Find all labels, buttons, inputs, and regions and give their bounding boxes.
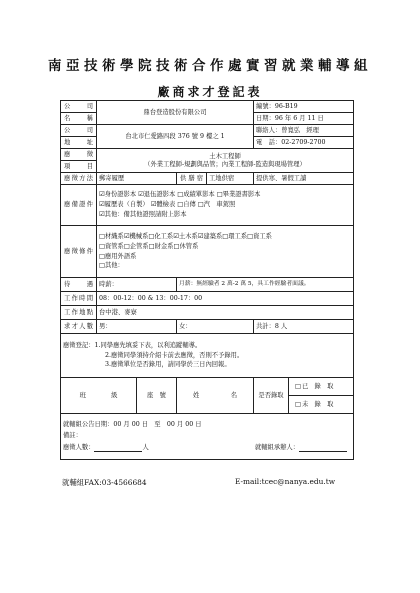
company-label-2: 名 稱 (61, 113, 97, 125)
company-name: 鼎台登造股份有限公司 (97, 101, 254, 125)
headcount-total: 共計：8 人 (254, 320, 354, 334)
hired-yes-option[interactable] (289, 378, 354, 396)
company-label: 公 司 (61, 101, 97, 113)
contact-person: 聯絡人：曾寬弘 經理 (254, 125, 354, 137)
registration-note-1: 應徵登記：1.同學應先填妥下表，以利追蹤輔導。 (63, 341, 202, 349)
salary-label: 待 遇 (61, 278, 97, 292)
form-code: 編號：96-B19 (254, 101, 354, 113)
registration-form-table (60, 100, 354, 460)
requirements-line-4: □其他： (99, 262, 124, 270)
headcount-label: 求才人數 (61, 320, 97, 334)
footer-fax: 就輔組FAX:03-4566684 (62, 478, 147, 487)
notice-block (61, 414, 354, 460)
requirements-list (97, 226, 354, 278)
address-label: 公 司 (61, 125, 97, 137)
document-title: 南亞技術學院技術合作處實習就業輔導組 (48, 58, 372, 74)
headcount-male: 男： (97, 320, 177, 334)
applicant-count-label: 應徵人數： (63, 444, 95, 452)
hired-no-label: 未 錄 取 (301, 400, 334, 408)
documents-line-1: ☑身份證影本 ☑退伍證影本 □成績單影本 □畢業證書影本 (99, 191, 261, 199)
hours-label: 工作時間 (61, 292, 97, 306)
method-value: 郵寄履歷 (97, 173, 177, 185)
hired-no-option[interactable] (289, 396, 354, 414)
position-label: 應 徵 (61, 149, 97, 161)
location-value: 台中港、麥寮 (97, 306, 354, 320)
requirements-line-2: □資管系□企管系□財金系□休管系 (99, 242, 199, 250)
registration-notes (61, 334, 354, 378)
staff-contact-blank[interactable] (299, 445, 347, 452)
staff-contact (255, 444, 351, 452)
method-label: 應徵方法 (61, 173, 97, 185)
documents-label: 應備證件 (61, 185, 97, 226)
registration-note-2: 2.應徵同學須持介紹卡前去應徵，否則不予錄用。 (105, 351, 244, 359)
position-value (97, 149, 354, 173)
documents-line-3: ☑其他：備其他證照請附上影本 (99, 210, 187, 218)
headcount-female: 女： (177, 320, 254, 334)
position-detail: （外業工程師-規劃與品管；內業工程師-監造與現場管理） (144, 160, 306, 168)
applicant-hired-header: 是否錄取 (254, 378, 289, 414)
footer-email: E-mail:tcec@nanya.edu.tw (235, 477, 336, 486)
company-address: 台北市仁愛路四段 376 號 9 樓之 1 (97, 125, 254, 149)
checkbox-icon: □ (295, 382, 301, 390)
salary-hourly: 時薪： (97, 278, 177, 292)
documents-list (97, 185, 354, 226)
applicant-name-header: 姓 名 (177, 378, 254, 414)
contact-phone: 電 話：02-2709-2700 (254, 137, 354, 149)
salary-monthly: 月薪：無經驗者 2 萬-2 萬 5，具工作經驗者面議。 (177, 278, 354, 292)
applicant-count-blank[interactable] (94, 445, 142, 452)
hired-yes-label: 已 錄 取 (301, 382, 334, 390)
staff-contact-label: 就輔組承辦人： (254, 444, 300, 452)
hours-value: 08：00-12：00 & 13：00-17：00 (97, 292, 354, 306)
applicant-count (63, 444, 149, 452)
document-subtitle: 廠商求才登記表 (157, 85, 263, 99)
registration-note-3: 3.應徵單位是否錄用，請同學於三日內回報。 (105, 361, 231, 369)
applicant-class-header: 班 級 (61, 378, 137, 414)
requirements-label: 應徵條件 (61, 226, 97, 278)
housing-value: 工地供宿 (207, 173, 254, 185)
position-label-2: 項 目 (61, 161, 97, 173)
position-title: 土木工程師 (209, 152, 241, 160)
notice-remark: 備註： (63, 431, 82, 439)
housing-label: 供 膳 宿 (177, 173, 207, 185)
notice-date-range: 就輔組公告日期：00 月 00 日 至 00 月 00 日 (63, 420, 202, 428)
checkbox-icon: □ (295, 400, 301, 408)
documents-line-2: ☑履歷表（自製） ☑體檢表 □自傳 □汽 車駕照 (99, 201, 236, 209)
location-label: 工作地點 (61, 306, 97, 320)
form-date: 日期：96 年 6 月 11 日 (254, 113, 354, 125)
requirements-line-3: □應用外語系 (99, 252, 137, 260)
applicant-seat-header: 座 號 (137, 378, 177, 414)
address-label-2: 地 址 (61, 137, 97, 149)
housing-extra: 提供寒、暑假工讀 (254, 173, 354, 185)
notice-signature-row (63, 444, 351, 452)
requirements-line-1: □材織系☑機械系□化工系☑土木系☑建築系□環工系□資工系 (99, 232, 272, 240)
applicant-count-unit: 人 (142, 444, 149, 452)
